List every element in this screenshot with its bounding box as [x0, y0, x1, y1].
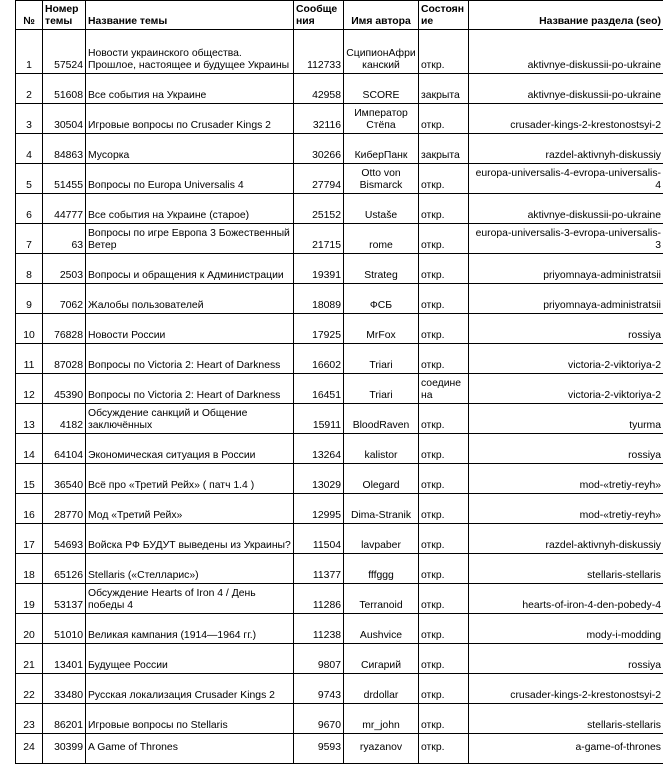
header-author: Имя автора: [344, 1, 419, 30]
cell-title: Игровые вопросы по Crusader Kings 2: [86, 104, 294, 134]
cell-title: A Game of Thrones: [86, 734, 294, 764]
header-state: Состояние: [419, 1, 469, 30]
cell-section: razdel-aktivnyh-diskussiy: [469, 524, 663, 554]
cell-title: Экономическая ситуация в России: [86, 434, 294, 464]
cell-title: Великая кампания (1914—1964 гг.): [86, 614, 294, 644]
cell-num: 7: [16, 224, 43, 254]
header-messages: Сообщения: [294, 1, 344, 30]
table-row: [16, 254, 663, 284]
cell-messages: 32116: [294, 104, 344, 134]
cell-title: Русская локализация Crusader Kings 2: [86, 674, 294, 704]
cell-title: Вопросы по Victoria 2: Heart of Darkness: [86, 344, 294, 374]
table-row: [16, 584, 663, 614]
table-row: [16, 614, 663, 644]
table-row: [16, 74, 663, 104]
table-row: [16, 374, 663, 404]
cell-messages: 11286: [294, 584, 344, 614]
cell-num: 15: [16, 464, 43, 494]
cell-title: Новости России: [86, 314, 294, 344]
cell-title: Новости украинского общества. Прошлое, настоящее и будущее Украины: [86, 30, 294, 74]
cell-messages: 13029: [294, 464, 344, 494]
cell-num: 5: [16, 164, 43, 194]
cell-author: Triari: [344, 344, 419, 374]
cell-topic-id: 4182: [43, 404, 86, 434]
cell-section: victoria-2-viktoriya-2: [469, 374, 663, 404]
cell-state: откр.: [419, 734, 469, 764]
cell-num: 24: [16, 734, 43, 764]
cell-num: 11: [16, 344, 43, 374]
table-row: [16, 434, 663, 464]
cell-author: ryazanov: [344, 734, 419, 764]
cell-state: откр.: [419, 284, 469, 314]
table-row: [16, 644, 663, 674]
cell-title: Игровые вопросы по Stellaris: [86, 704, 294, 734]
cell-messages: 21715: [294, 224, 344, 254]
cell-author: lavpaber: [344, 524, 419, 554]
cell-section: stellaris-stellaris: [469, 554, 663, 584]
table-row: [16, 674, 663, 704]
cell-section: crusader-kings-2-krestonostsyi-2: [469, 674, 663, 704]
cell-title: Будущее России: [86, 644, 294, 674]
cell-section: mod-«tretiy-reyh»: [469, 464, 663, 494]
cell-author: Triari: [344, 374, 419, 404]
cell-num: 3: [16, 104, 43, 134]
cell-num: 20: [16, 614, 43, 644]
cell-title: Stellaris («Стелларис»): [86, 554, 294, 584]
cell-topic-id: 2503: [43, 254, 86, 284]
cell-title: Вопросы по Europa Universalis 4: [86, 164, 294, 194]
table-row: [16, 30, 663, 74]
cell-messages: 13264: [294, 434, 344, 464]
cell-state: откр.: [419, 464, 469, 494]
cell-state: откр.: [419, 254, 469, 284]
cell-num: 14: [16, 434, 43, 464]
cell-topic-id: 7062: [43, 284, 86, 314]
cell-state: закрыта: [419, 134, 469, 164]
cell-section: europa-universalis-3-evropa-universalis-3: [469, 224, 663, 254]
cell-num: 4: [16, 134, 43, 164]
cell-state: откр.: [419, 584, 469, 614]
cell-topic-id: 13401: [43, 644, 86, 674]
cell-title: Вопросы и обращения к Администрации: [86, 254, 294, 284]
cell-topic-id: 51455: [43, 164, 86, 194]
cell-topic-id: 54693: [43, 524, 86, 554]
cell-author: Сигарий: [344, 644, 419, 674]
cell-state: откр.: [419, 554, 469, 584]
cell-num: 17: [16, 524, 43, 554]
cell-messages: 16602: [294, 344, 344, 374]
cell-state: откр.: [419, 104, 469, 134]
table-row: [16, 224, 663, 254]
cell-section: hearts-of-iron-4-den-pobedy-4: [469, 584, 663, 614]
cell-title: Мод «Третий Рейх»: [86, 494, 294, 524]
cell-state: откр.: [419, 404, 469, 434]
cell-author: MrFox: [344, 314, 419, 344]
cell-section: priyomnaya-administratsii: [469, 254, 663, 284]
cell-messages: 19391: [294, 254, 344, 284]
cell-messages: 9670: [294, 704, 344, 734]
cell-topic-id: 64104: [43, 434, 86, 464]
header-num: №: [16, 1, 43, 30]
cell-state: соединена: [419, 374, 469, 404]
cell-section: mod-«tretiy-reyh»: [469, 494, 663, 524]
cell-author: Dima-Stranik: [344, 494, 419, 524]
cell-title: Мусорка: [86, 134, 294, 164]
cell-messages: 11504: [294, 524, 344, 554]
cell-state: откр.: [419, 644, 469, 674]
cell-section: rossiya: [469, 434, 663, 464]
cell-num: 13: [16, 404, 43, 434]
cell-num: 10: [16, 314, 43, 344]
table-row: [16, 734, 663, 764]
cell-author: Olegard: [344, 464, 419, 494]
table-row: [16, 104, 663, 134]
cell-author: СципионАфриканский: [344, 30, 419, 74]
cell-topic-id: 87028: [43, 344, 86, 374]
cell-topic-id: 65126: [43, 554, 86, 584]
header-section: Название раздела (seo): [469, 1, 663, 30]
header-row: [16, 1, 663, 30]
cell-state: откр.: [419, 194, 469, 224]
table-row: [16, 704, 663, 734]
cell-messages: 25152: [294, 194, 344, 224]
cell-messages: 30266: [294, 134, 344, 164]
cell-author: drdollar: [344, 674, 419, 704]
cell-messages: 27794: [294, 164, 344, 194]
cell-state: откр.: [419, 344, 469, 374]
cell-section: aktivnye-diskussii-po-ukraine: [469, 30, 663, 74]
cell-author: Terranoid: [344, 584, 419, 614]
cell-author: ФСБ: [344, 284, 419, 314]
cell-topic-id: 45390: [43, 374, 86, 404]
table-body: [16, 30, 663, 764]
cell-messages: 15911: [294, 404, 344, 434]
cell-messages: 11377: [294, 554, 344, 584]
cell-state: откр.: [419, 314, 469, 344]
cell-messages: 12995: [294, 494, 344, 524]
cell-title: Обсуждение санкций и Общение заключённых: [86, 404, 294, 434]
cell-state: откр.: [419, 524, 469, 554]
cell-state: откр.: [419, 674, 469, 704]
cell-num: 6: [16, 194, 43, 224]
table-row: [16, 194, 663, 224]
cell-section: victoria-2-viktoriya-2: [469, 344, 663, 374]
cell-topic-id: 30399: [43, 734, 86, 764]
cell-num: 16: [16, 494, 43, 524]
cell-author: Strateg: [344, 254, 419, 284]
cell-author: BloodRaven: [344, 404, 419, 434]
cell-topic-id: 51010: [43, 614, 86, 644]
cell-state: откр.: [419, 704, 469, 734]
cell-title: Все события на Украине: [86, 74, 294, 104]
cell-section: aktivnye-diskussii-po-ukraine: [469, 74, 663, 104]
cell-messages: 18089: [294, 284, 344, 314]
cell-section: crusader-kings-2-krestonostsyi-2: [469, 104, 663, 134]
cell-author: rome: [344, 224, 419, 254]
cell-state: закрыта: [419, 74, 469, 104]
header-title: Название темы: [86, 1, 294, 30]
table-row: [16, 404, 663, 434]
cell-topic-id: 53137: [43, 584, 86, 614]
cell-messages: 112733: [294, 30, 344, 74]
table-row: [16, 314, 663, 344]
cell-num: 9: [16, 284, 43, 314]
cell-num: 18: [16, 554, 43, 584]
cell-title: Вопросы по игре Европа 3 Божественный Ветер: [86, 224, 294, 254]
cell-topic-id: 36540: [43, 464, 86, 494]
topics-table: [15, 0, 663, 764]
cell-author: КиберПанк: [344, 134, 419, 164]
cell-section: priyomnaya-administratsii: [469, 284, 663, 314]
table-row: [16, 464, 663, 494]
cell-state: откр.: [419, 164, 469, 194]
cell-author: Otto von Bismarck: [344, 164, 419, 194]
cell-author: SCORE: [344, 74, 419, 104]
cell-messages: 9743: [294, 674, 344, 704]
cell-section: mody-i-modding: [469, 614, 663, 644]
cell-section: a-game-of-thrones: [469, 734, 663, 764]
cell-num: 19: [16, 584, 43, 614]
cell-section: tyurma: [469, 404, 663, 434]
cell-topic-id: 33480: [43, 674, 86, 704]
cell-num: 12: [16, 374, 43, 404]
cell-topic-id: 63: [43, 224, 86, 254]
cell-title: Вопросы по Victoria 2: Heart of Darkness: [86, 374, 294, 404]
cell-title: Войска РФ БУДУТ выведены из Украины?: [86, 524, 294, 554]
table-row: [16, 494, 663, 524]
cell-state: откр.: [419, 494, 469, 524]
cell-num: 2: [16, 74, 43, 104]
cell-section: aktivnye-diskussii-po-ukraine: [469, 194, 663, 224]
header-topic-id: Номер темы: [43, 1, 86, 30]
cell-section: razdel-aktivnyh-diskussiy: [469, 134, 663, 164]
cell-messages: 17925: [294, 314, 344, 344]
cell-topic-id: 84863: [43, 134, 86, 164]
table-row: [16, 344, 663, 374]
cell-title: Жалобы пользователей: [86, 284, 294, 314]
table-row: [16, 134, 663, 164]
cell-num: 1: [16, 30, 43, 74]
cell-author: Aushvice: [344, 614, 419, 644]
cell-section: stellaris-stellaris: [469, 704, 663, 734]
cell-author: Император Стёпа: [344, 104, 419, 134]
cell-state: откр.: [419, 30, 469, 74]
cell-messages: 9807: [294, 644, 344, 674]
cell-title: Обсуждение Hearts of Iron 4 / День победы 4: [86, 584, 294, 614]
cell-topic-id: 86201: [43, 704, 86, 734]
cell-messages: 11238: [294, 614, 344, 644]
cell-state: откр.: [419, 614, 469, 644]
cell-topic-id: 44777: [43, 194, 86, 224]
cell-num: 21: [16, 644, 43, 674]
cell-topic-id: 76828: [43, 314, 86, 344]
cell-title: Всё про «Третий Рейх» ( патч 1.4 ): [86, 464, 294, 494]
cell-state: откр.: [419, 224, 469, 254]
cell-num: 8: [16, 254, 43, 284]
table-row: [16, 164, 663, 194]
cell-messages: 16451: [294, 374, 344, 404]
table-row: [16, 554, 663, 584]
cell-author: Ustaše: [344, 194, 419, 224]
cell-author: fffggg: [344, 554, 419, 584]
cell-num: 22: [16, 674, 43, 704]
cell-topic-id: 28770: [43, 494, 86, 524]
cell-author: mr_john: [344, 704, 419, 734]
cell-author: kalistor: [344, 434, 419, 464]
cell-messages: 42958: [294, 74, 344, 104]
cell-state: откр.: [419, 434, 469, 464]
cell-topic-id: 51608: [43, 74, 86, 104]
cell-num: 23: [16, 704, 43, 734]
table-row: [16, 284, 663, 314]
cell-section: rossiya: [469, 644, 663, 674]
cell-messages: 9593: [294, 734, 344, 764]
cell-section: europa-universalis-4-evropa-universalis-4: [469, 164, 663, 194]
cell-topic-id: 57524: [43, 30, 86, 74]
cell-topic-id: 30504: [43, 104, 86, 134]
cell-title: Все события на Украине (старое): [86, 194, 294, 224]
cell-section: rossiya: [469, 314, 663, 344]
table-row: [16, 524, 663, 554]
